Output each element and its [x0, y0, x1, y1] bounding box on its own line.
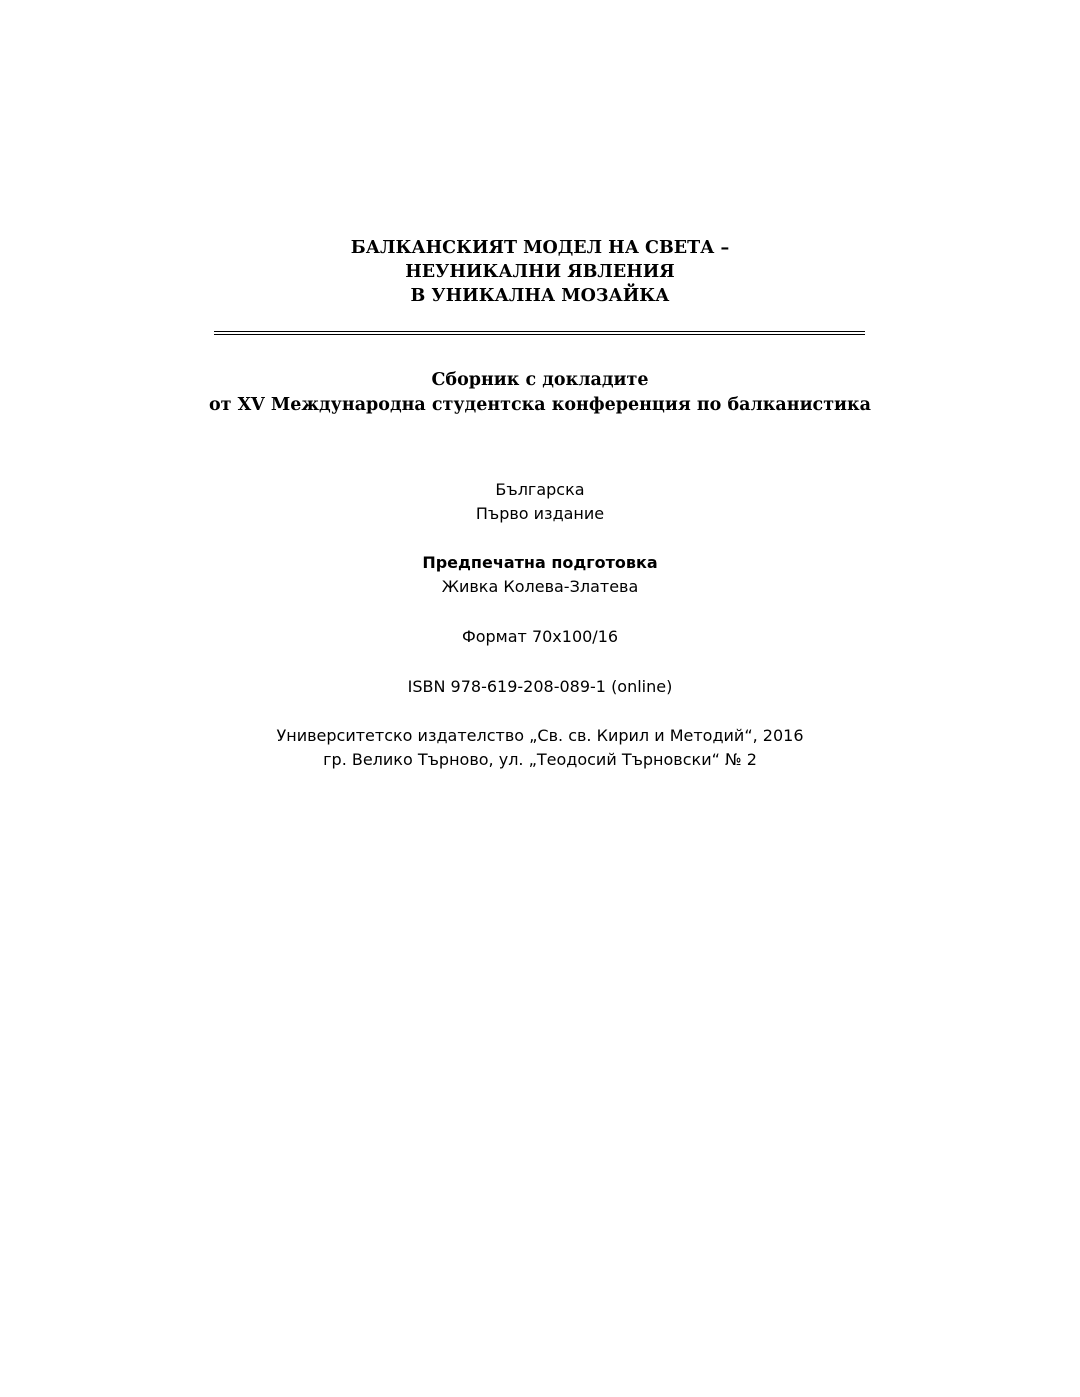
isbn-info — [0, 675, 1080, 699]
format-text: Формат 70х100/16 — [461, 627, 619, 646]
publisher-line-2: гр. Велико Търново, ул. „Теодосий Търновски“ № 2 — [323, 750, 757, 769]
prepress-info — [0, 551, 1080, 599]
isbn-text: ISBN 978-619-208-089-1 (online) — [407, 677, 673, 696]
title-line-1: БАЛКАНСКИЯТ МОДЕЛ НА СВЕТА – — [350, 238, 730, 258]
book-title — [0, 236, 1080, 308]
divider-rule-bottom — [214, 334, 865, 335]
prepress-label: Предпечатна подготовка — [422, 553, 658, 572]
edition-language: Българска — [495, 480, 585, 499]
title-line-3: В УНИКАЛНА МОЗАЙКА — [410, 286, 670, 306]
edition-info — [0, 478, 1080, 526]
prepress-name: Живка Колева-Златева — [441, 577, 639, 596]
book-subtitle — [0, 368, 1080, 418]
publisher-info — [0, 724, 1080, 772]
format-info — [0, 625, 1080, 649]
subtitle-line-2: от XV Международна студентска конференция по балканистика — [208, 395, 872, 415]
edition-number: Първо издание — [475, 504, 605, 523]
title-line-2: НЕУНИКАЛНИ ЯВЛЕНИЯ — [405, 262, 675, 282]
publisher-line-1: Университетско издателство „Св. св. Кирил и Методий“, 2016 — [276, 726, 804, 745]
subtitle-line-1: Сборник с докладите — [431, 370, 649, 390]
divider-rule-top — [214, 331, 865, 332]
